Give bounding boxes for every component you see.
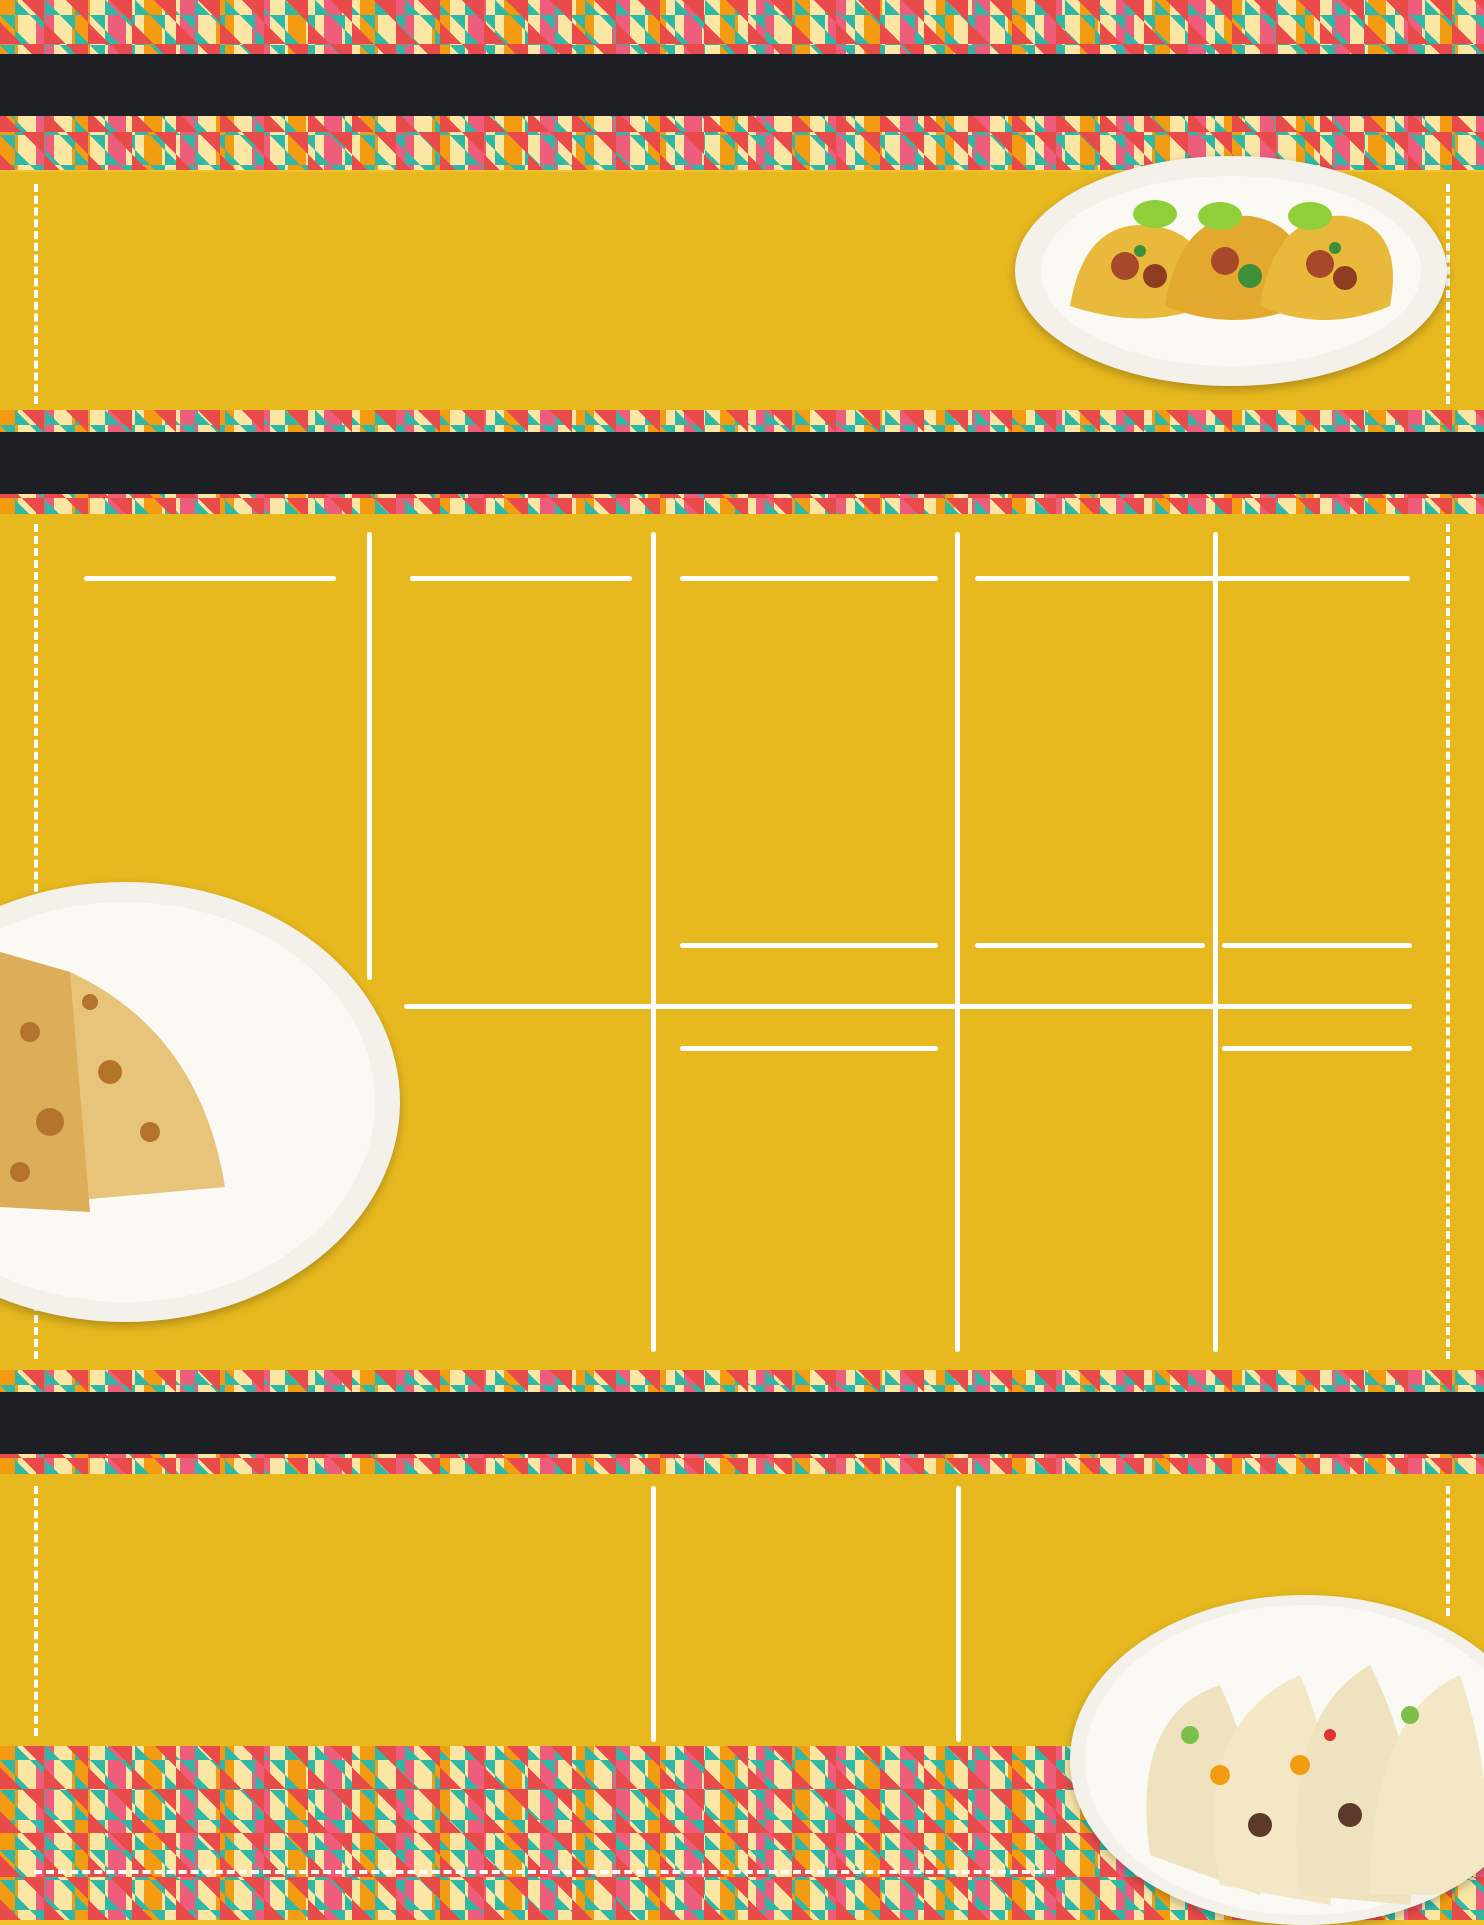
divider-4 — [1213, 532, 1218, 1352]
divider-1 — [367, 532, 372, 980]
entrees-band — [0, 432, 1484, 494]
tacos-band — [0, 1392, 1484, 1454]
tacos-plate-image — [1015, 156, 1447, 386]
bottom-dashes — [34, 1870, 1054, 1874]
divider-3 — [955, 532, 960, 1352]
section-divider — [404, 1004, 1412, 1009]
header-band — [0, 54, 1484, 116]
divider-2 — [651, 532, 656, 1352]
